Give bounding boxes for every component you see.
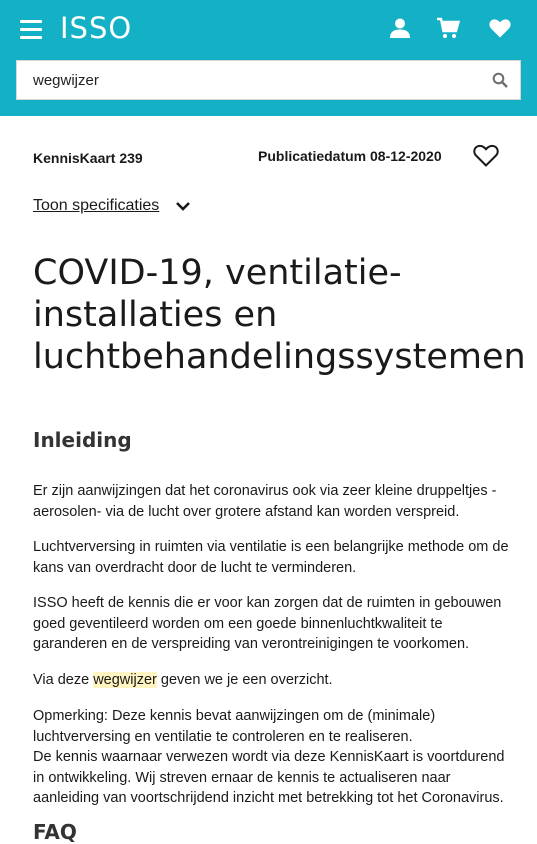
cart-icon[interactable] [436,16,460,40]
page-title [33,252,533,378]
menu-icon[interactable] [20,18,44,40]
text: geven we je een overzicht. [156,672,333,688]
favorite-heart-icon[interactable] [472,142,500,168]
paragraph-isso: ISSO heeft de kennis die er voor kan zorgen dat de ruimten in gebouwen goed geventileerd worden om een goede binnenluchtkwaliteit te garanderen en de verspreiding van verontreinigingen te voorkomen. [33,595,502,652]
search-input[interactable] [17,61,477,99]
search-highlight: wegwijzer [93,672,157,688]
publication-date: Publicatiedatum 08-12-2020 [258,148,442,164]
chevron-down-icon[interactable] [174,198,192,214]
toggle-specs-link[interactable]: Toon specificaties [33,197,160,214]
search-icon[interactable] [492,72,508,88]
paragraph-wegwijzer [33,670,513,691]
text: Via deze [33,672,94,688]
logo[interactable]: ISSO [60,11,133,45]
paragraph-note: Opmerking: Deze kennis bevat aanwijzingen om de (minimale) luchtverversing en ventilatie te controleren en te realiseren. [33,708,436,745]
search-bar [16,60,521,100]
title-line: luchtbehandelingssystemen [33,337,526,377]
section-heading: Inleiding [33,428,132,452]
title-line: installaties en [33,295,278,335]
heart-icon[interactable] [488,16,512,40]
kenniskaart-number: KennisKaart 239 [33,150,143,166]
title-line: COVID-19, ventilatie- [33,253,402,293]
paragraph-intro: Er zijn aanwijzingen dat het coronavirus ook via zeer kleine druppeltjes - aerosolen- via de lucht over grotere afstand kan worden verspreid. [33,483,497,520]
paragraph-ventilation: Luchtverversing in ruimten via ventilatie is een belangrijke methode om de kans van overdracht door de lucht te verminderen. [33,539,509,576]
paragraph-development: De kennis waarnaar verwezen wordt via deze KennisKaart is voortdurend in ontwikkeling. Wij streven ernaar de kennis te actualiseren naar aanleiding van voortschrijdend inzicht met betrekking tot het Coronavirus. [33,749,505,806]
top-bar [0,0,537,116]
faq-heading: FAQ [33,820,77,844]
user-icon[interactable] [388,16,412,40]
